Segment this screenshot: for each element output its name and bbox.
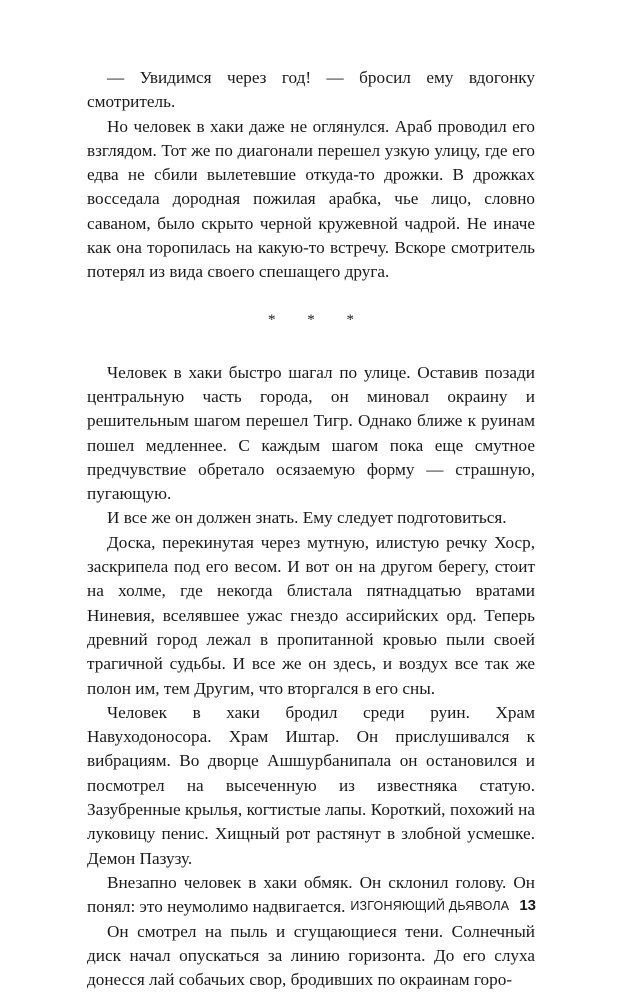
paragraph-4: И все же он должен знать. Ему следует подготовиться.: [107, 508, 507, 528]
paragraph-7: Внезапно человек в хаки обмяк. Он склонил голову. Он понял: это неумолимо надвигается.: [87, 872, 535, 917]
body-text: [87, 66, 535, 992]
paragraph-5: Доска, перекинутая через мутную, илистую речку Хоср, заскрипела под его весом. И вот он на другом берегу, стоит на холме, где некогда блистала пятнадцатью вратами Ниневия, вселявшее ужас гнездо ассирийских орд. Теперь древний город лежал в пропитанной кровью пыли своей трагичной судьбы. И все же он здесь, и воздух все так же полон им, тем Другим, что вторгался в его сны.: [87, 532, 535, 698]
running-title: ИЗГОНЯЮЩИЙ ДЬЯВОЛА: [350, 899, 510, 913]
paragraph-3: Человек в хаки быстро шагал по улице. Оставив позади центральную часть города, он миновал окраину и решительным шагом перешел Тигр. Однако ближе к руинам пошел медленнее. С каждым шагом пока еще смутное предчувствие обретало осязаемую форму — страшную, пугающую.: [87, 362, 535, 504]
page-number: 13: [519, 897, 536, 914]
page-footer: [350, 897, 536, 914]
paragraph-8: Он смотрел на пыль и сгущающиеся тени. Солнечный диск начал опускаться за линию горизонта. До его слуха донесся лай собачьих свор, бродивших по окраинам горо-: [87, 921, 535, 990]
paragraph-2: Но человек в хаки даже не оглянулся. Араб проводил его взглядом. Тот же по диагонали перешел узкую улицу, где его едва не сбили вылетевшие откуда-то дрожки. В дрожках восседала дородная пожилая арабка, чье лицо, словно саваном, было скрыто черной кружевной чадрой. Не иначе как она торопилась на какую-то встречу. Вскоре смотритель потерял из вида своего спешащего друга.: [87, 116, 535, 282]
paragraph-6: Человек в хаки бродил среди руин. Храм Навуходоносора. Храм Иштар. Он прислушивался к вибрациям. Во дворце Ашшурбанипала он остановился и посмотрел на высеченную из известняка статую. Зазубренные крылья, когтистые лапы. Короткий, похожий на луковицу пенис. Хищный рот растянут в злобной усмешке. Демон Пазузу.: [87, 702, 535, 868]
paragraph-1: — Увидимся через год! — бросил ему вдогонку смотритель.: [87, 68, 535, 112]
section-separator: * * *: [268, 311, 368, 328]
